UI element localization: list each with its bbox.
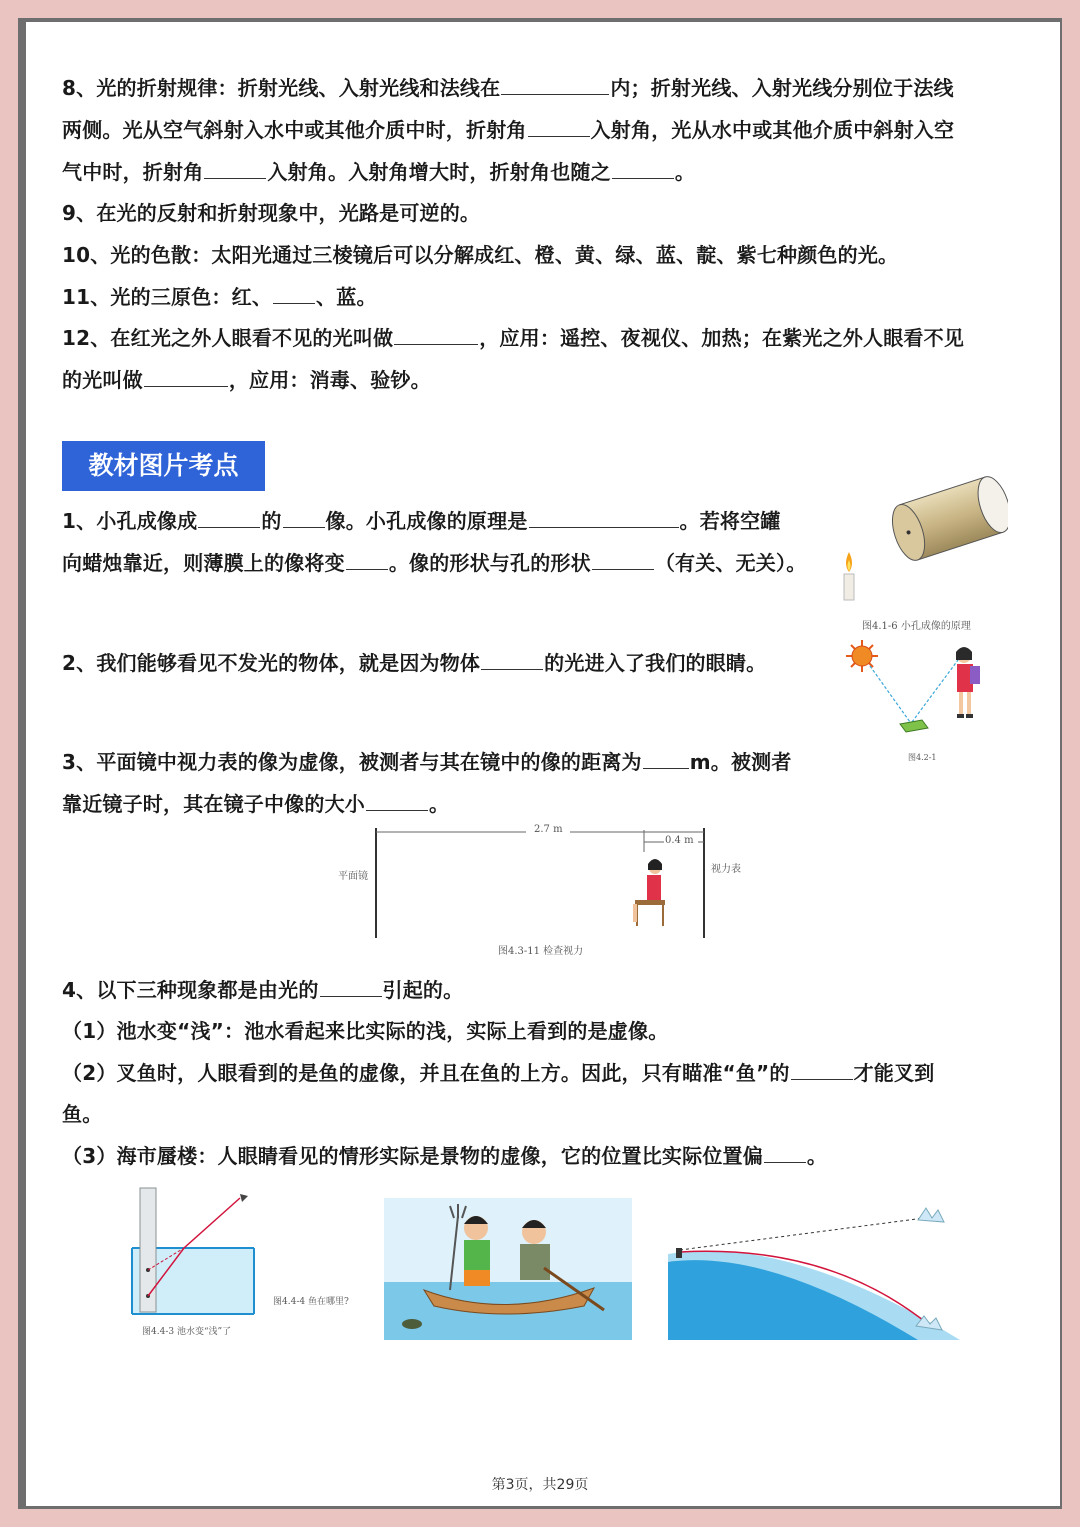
picture-item-3-line-1: [62, 748, 792, 776]
item-12-line-1: [62, 324, 964, 352]
blank: [346, 549, 388, 570]
blank: [791, 1059, 853, 1080]
text: 。: [429, 792, 450, 816]
section-title: 教材图片考点: [62, 441, 265, 491]
text: 的光叫做: [62, 368, 143, 392]
blank: [592, 549, 654, 570]
blank: [501, 74, 609, 95]
text: 引起的。: [382, 978, 464, 1002]
text: 入射角，光从水中或其他介质中斜射入空: [590, 118, 955, 142]
item-9: 9、在光的反射和折射现象中，光路是可逆的。: [62, 201, 481, 225]
text: 的光进入了我们的眼睛。: [544, 651, 767, 675]
text: （2）叉鱼时，人眼看到的是鱼的虚像，并且在鱼的上方。因此，只有瞄准“鱼”的: [62, 1061, 790, 1085]
text: ，应用：消毒、验钞。: [228, 368, 431, 392]
seated-person: [633, 859, 665, 926]
item-8-line-1: [62, 74, 954, 102]
item-8-line-3: [62, 158, 695, 186]
blank: [764, 1142, 806, 1163]
blank: [529, 507, 679, 528]
text: 向蜡烛靠近，则薄膜上的像将变: [62, 551, 345, 575]
text: 两侧。光从空气斜射入水中或其他介质中时，折射角: [62, 118, 527, 142]
picture-item-4-s1: （1）池水变“浅”：池水看起来比实际的浅，实际上看到的是虚像。: [62, 1019, 669, 1043]
distance-small: 0.4 m: [665, 835, 694, 846]
pinhole-camera-figure: [838, 476, 1008, 616]
fisherman-left: [464, 1216, 490, 1286]
text: 12、在红光之外人眼看不见的光叫做: [62, 326, 394, 350]
picture-item-3-line-2: [62, 790, 449, 818]
blank: [144, 366, 228, 387]
blank: [643, 748, 689, 769]
blank: [612, 158, 674, 179]
reflection-figure: [842, 636, 1002, 744]
picture-item-1-line-2: [62, 549, 806, 577]
blank: [204, 158, 266, 179]
text: 。像的形状与孔的形状: [388, 551, 591, 575]
text: 4、以下三种现象都是由光的: [62, 978, 319, 1002]
picture-item-4-s3: [62, 1142, 827, 1170]
text: 入射角。入射角增大时，折射角也随之: [267, 160, 611, 184]
text: ，应用：遥控、夜视仪、加热；在紫光之外人眼看不见: [479, 326, 965, 350]
text: 才能叉到: [853, 1061, 935, 1085]
picture-item-2: [62, 649, 766, 677]
text: 1、小孔成像成: [62, 509, 198, 533]
text: （有关、无关）。: [654, 551, 807, 575]
text: 像。小孔成像的原理是: [325, 509, 528, 533]
text: 、蓝。: [316, 285, 377, 309]
text: 的: [261, 509, 282, 533]
blank: [198, 507, 260, 528]
text: 气中时，折射角: [62, 160, 204, 184]
text: 。: [674, 160, 696, 184]
fishing-caption: 图4.4-4 鱼在哪里?: [273, 1297, 349, 1307]
picture-item-1-line-1: [62, 507, 781, 535]
eye-test-caption: 图4.3-11 检查视力: [498, 946, 584, 957]
text: （3）海市蜃楼：人眼睛看见的情形实际是景物的虚像，它的位置比实际位置偏: [62, 1144, 763, 1168]
item-12-line-2: [62, 366, 431, 394]
picture-item-4-s2-line-2: 鱼。: [62, 1102, 103, 1126]
fisherman-right: [520, 1220, 550, 1280]
blank: [394, 324, 478, 345]
picture-item-4-intro: [62, 976, 463, 1004]
text: 8、光的折射规律：折射光线、入射光线和法线在: [62, 76, 501, 100]
text: 2、我们能够看见不发光的物体，就是因为物体: [62, 651, 481, 675]
reflection-caption: 图4.2-1: [908, 753, 937, 762]
distance-total: 2.7 m: [534, 824, 563, 835]
pool-figure: [128, 1186, 258, 1318]
girl-figure: [956, 647, 980, 718]
blank: [528, 116, 590, 137]
text: 靠近镜子时，其在镜子中像的大小: [62, 792, 365, 816]
text: m。被测者: [689, 750, 792, 774]
item-8-line-2: [62, 116, 954, 144]
sun-icon: [846, 640, 878, 672]
text: 11、光的三原色：红、: [62, 285, 273, 309]
text: 内；折射光线、入射光线分别位于法线: [610, 76, 954, 100]
page-footer: 第3页，共29页: [491, 1477, 589, 1493]
text: 。: [806, 1144, 828, 1168]
chart-label: 视力表: [711, 864, 741, 875]
pinhole-caption: 图4.1-6 小孔成像的原理: [862, 621, 971, 632]
text: 3、平面镜中视力表的像为虚像，被测者与其在镜中的像的距离为: [62, 750, 642, 774]
blank: [366, 790, 428, 811]
pool-caption: 图4.4-3 池水变“浅”了: [142, 1327, 232, 1337]
mirror-label: 平面镜: [338, 871, 368, 882]
blank: [273, 283, 315, 304]
picture-item-4-s2-line-1: [62, 1059, 934, 1087]
blank: [481, 649, 543, 670]
blank: [283, 507, 325, 528]
text: 。若将空罐: [679, 509, 781, 533]
mirage-figure: [668, 1204, 960, 1340]
item-10: 10、光的色散：太阳光通过三棱镜后可以分解成红、橙、黄、绿、蓝、靛、紫七种颜色的光。: [62, 243, 899, 267]
fishing-figure: [384, 1198, 632, 1340]
mirage-image-icon: [918, 1208, 944, 1222]
item-11: [62, 283, 377, 311]
blank: [320, 976, 382, 997]
